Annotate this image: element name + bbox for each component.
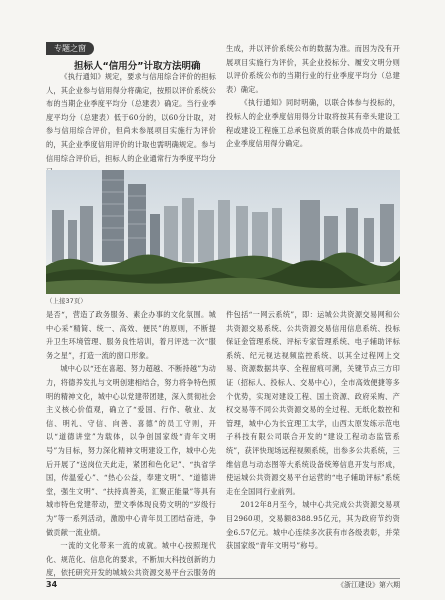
journal-issue: 《浙江建设》第六期 xyxy=(337,581,400,589)
skyline-illustration xyxy=(46,170,400,294)
paragraph: 生成，并以评价系统公布的数据为准。而因为没有开展项目实施行为评价，其企业投标分、履安文明分则以评价系统公布的当期行业的行业季度平均分（总建表）确定。 xyxy=(226,44,400,94)
paragraph: 是否“，营造了政务服务、素企办事的文化氛围。城中心采“精简、统一、高效、便民”的原则，不断提升卫生环境管理、服务良性培训，着月评选一次“服务之星”，打造一流的窗口形象。 xyxy=(46,310,216,360)
paragraph: 件包括“一网云系统”，即：运城公共资源交易网和公共资源交易系统、公共资源交易信用信息系统、投标保证金管理系统、评标专家管理系统、电子辅助评标系统、纪元视达视频监控系统、以其全过程网上交易、资源数据共享、全程留痕可溯，关键节点三方印证（招标人、投标人、交易中心），全市高效便捷等多个优势，实现对建设工程、国土资源、政府采购、产权交易等不同公共资源交易的全过程、无纸化数控和管理，城中心为长宜理工太学，山西太原发练示范电子科技有限公司联合开发的“建设工程动态监管系统”，获评快现场远程视频系统，出参多公共系统，三维信息与动态图等大系统设备统筹信息开发与形成，使运城公共资源交易平台运营的“电子辅助评标”系统走在全国同行业前列。 xyxy=(226,310,400,496)
footer-divider xyxy=(46,578,400,579)
paragraph: 一流的文化带来一流的成就。城中心按照现代化、规范化、信息化的要求，不断加大科技创新的力度，依托研究开发的城城公共资源交易平台云服务的 xyxy=(46,541,216,578)
article-heading: 担标人“信用分”计取方法明确 xyxy=(74,61,201,72)
paragraph: 城中心以“还在喜超、努力超越、不断持越”为动力，将德养发扎与文明创建相结合，努力将争特色照明的精神文化，城中心以党建带团建，深入贯彻社会主义核心价值观，确立了“爱国、行作、敬业、友信、明礼、守信、向善、喜德”的员工守则，开以“道德讲堂”为载体，以争创国家级“青年文明号”为目标，努力深化精神文明建设工作，城中心先后开展了“送岗位天此走，紧团和色化记”、“执省学国，传温爱心”、“热心公益，奉建文明”、“道德讲堂，强生文明”、“扶持真善美，汇聚正能量”等具有城市特色党建带动，塑文季体现良势文明的“岁级行为”等一系列活动，激励中心青年员工团结奋进，争做贡献一流业绩。 xyxy=(46,364,216,537)
top-left-column xyxy=(46,70,216,179)
city-skyline-photo xyxy=(46,170,400,294)
bottom-left-column xyxy=(46,308,216,580)
page-number: 34 xyxy=(46,580,58,589)
top-right-column xyxy=(226,42,400,151)
paragraph: 2012年8月至今，城中心共完成公共资源交易项目2960项，交易额8388.95亿元，其为政府节约资金6.57亿元。城中心连续多次获有市各级表彰，并荣获国家级“青年文明号”称号。 xyxy=(226,500,400,551)
paragraph: 《执行通知》同时明确，以联合体参与投标的，投标人的企业季度信用得分计取将按其有牵头建设工程或建设工程施工总承包资质的联合体成员中的最低企业季度信用得分确定。 xyxy=(226,98,400,149)
bottom-right-column xyxy=(226,308,400,553)
continued-from-note: （上接37页） xyxy=(46,297,87,305)
paragraph: 《执行通知》规定，要求与信用综合评价的担标人，其企业参与信用得分将确定，按照以评价系统公布的当期企业季度平均分（总建表）确定。当行业季度平均分（总建表）低于60分的，以60分计取，对参与信用综合评价，但尚未参展项目实施行为评价的，其企业季度信用评价的计取也需明确规定。参与信用综合评价后，担标人的企业通常行为季度平均分 xyxy=(46,72,216,163)
section-tag: 专题之窗 xyxy=(46,42,94,55)
